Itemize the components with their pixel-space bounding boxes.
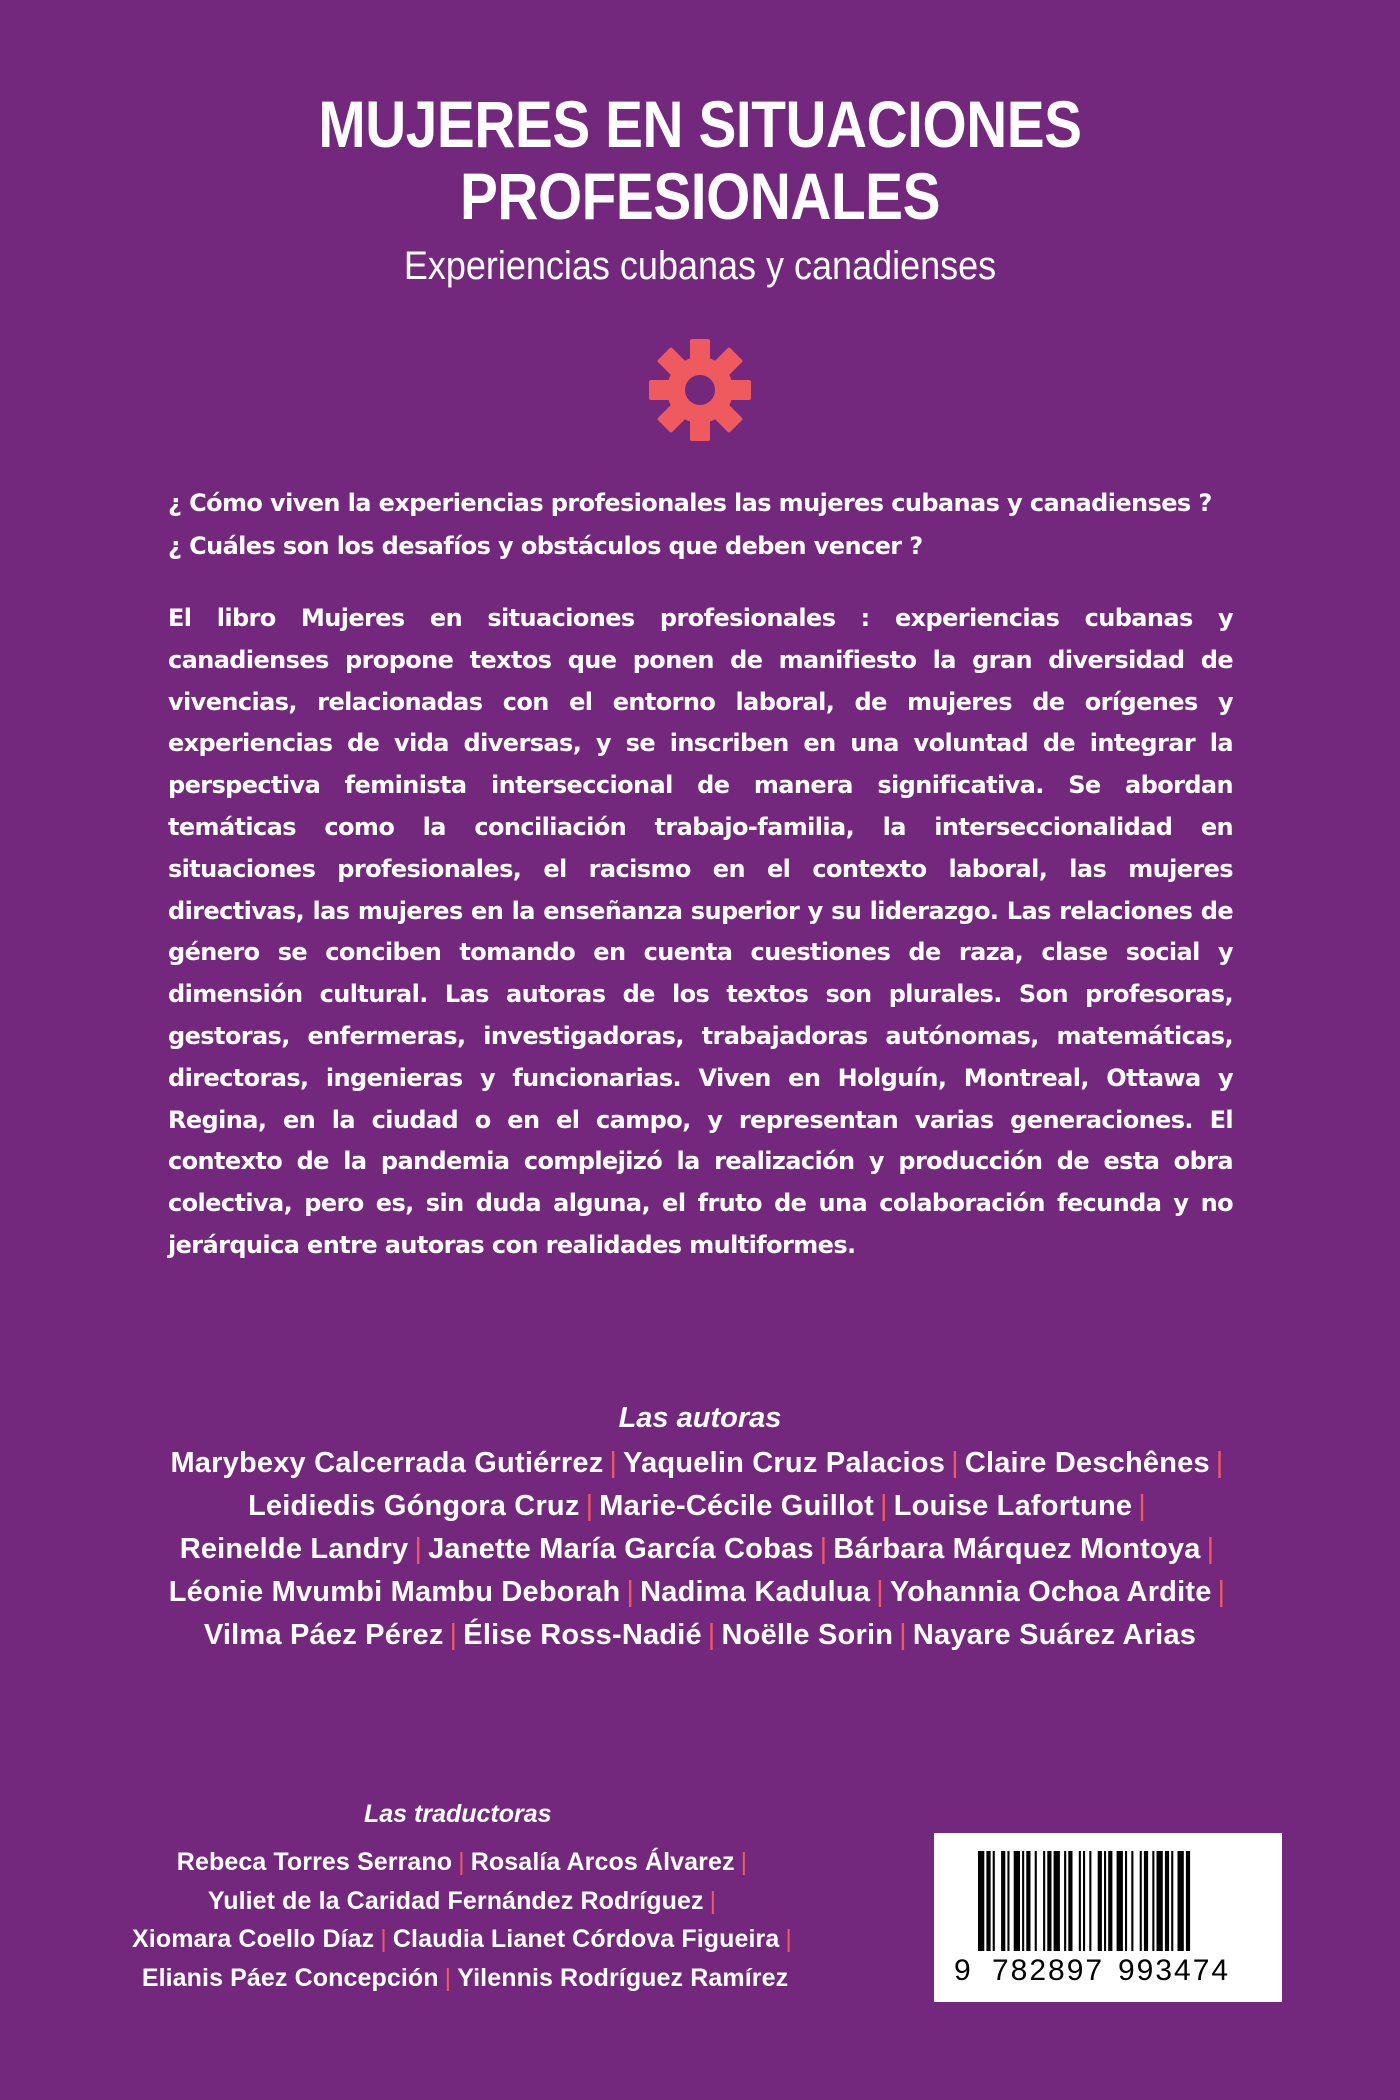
author-line: [140, 1485, 1260, 1528]
separator-bar: |: [740, 1848, 748, 1876]
barcode-bar: [993, 1851, 995, 1951]
author-name: Vilma Páez Pérez: [203, 1619, 444, 1651]
separator-bar: |: [709, 1886, 717, 1915]
barcode-bar: [1022, 1851, 1024, 1951]
translator-name: Claudia Lianet Córdova Figueira: [392, 1925, 780, 1954]
isbn-barcode: [934, 1833, 1282, 2002]
barcode-bar: [1140, 1851, 1142, 1951]
translator-name: Rebeca Torres Serrano: [176, 1848, 453, 1876]
authors-heading: Las autoras: [618, 1402, 782, 1434]
separator-bar: |: [876, 1576, 884, 1608]
separator-bar: |: [707, 1619, 716, 1651]
question-2: ¿ Cuáles son los desafíos y obstáculos que deben vencer ?: [168, 532, 923, 560]
isbn-first-digit: 9: [954, 1954, 971, 1987]
author-name: Marie-Cécile Guillot: [599, 1490, 875, 1522]
author-name: Bárbara Márquez Montoya: [833, 1533, 1201, 1565]
separator-bar: |: [380, 1925, 387, 1954]
gear-icon: [648, 338, 752, 442]
author-name: Claire Deschênes: [964, 1447, 1210, 1479]
question-1: ¿ Cómo viven la experiencias profesionales las mujeres cubanas y canadienses ?: [168, 489, 1212, 517]
translators-heading: Las traductoras: [364, 1800, 552, 1828]
barcode-bar: [1014, 1851, 1020, 1951]
barcode-bar: [1104, 1851, 1106, 1951]
barcode-bar: [1186, 1851, 1190, 1951]
title-line-2: PROFESIONALES: [459, 159, 941, 233]
author-name: Élise Ross-Nadié: [463, 1619, 702, 1651]
translator-name: Rosalía Arcos Álvarez: [470, 1848, 735, 1876]
barcode-bar: [1108, 1851, 1112, 1951]
author-name: Noëlle Sorin: [721, 1619, 894, 1651]
barcode-bar: [1131, 1851, 1133, 1951]
isbn-group-1: 782897: [992, 1954, 1105, 1987]
separator-bar: |: [1206, 1533, 1215, 1565]
translator-name: Yilennis Rodríguez Ramírez: [457, 1963, 789, 1992]
barcode-bar: [1178, 1851, 1184, 1951]
separator-bar: |: [951, 1447, 959, 1479]
separator-bar: |: [609, 1447, 618, 1479]
author-line: [140, 1528, 1260, 1571]
separator-bar: |: [1138, 1490, 1146, 1522]
barcode-bar: [1165, 1851, 1169, 1951]
isbn-group-2: 993474: [1118, 1954, 1231, 1987]
barcode-bar: [1083, 1851, 1085, 1951]
translator-line: [100, 1843, 830, 1882]
barcode-bar: [1157, 1851, 1163, 1951]
authors-list: [140, 1442, 1260, 1657]
author-name: Nadima Kadulua: [640, 1576, 871, 1608]
author-name: Janette María García Cobas: [428, 1533, 814, 1565]
barcode-bar: [1064, 1851, 1066, 1951]
separator-bar: |: [449, 1619, 458, 1651]
author-name: Reinelde Landry: [179, 1533, 409, 1565]
separator-bar: |: [1217, 1576, 1226, 1608]
translator-name: Elianis Páez Concepción: [141, 1963, 439, 1992]
barcode-bar: [1047, 1851, 1051, 1951]
translator-line: [100, 1882, 830, 1921]
intro-questions: [168, 482, 1233, 568]
separator-bar: |: [819, 1533, 828, 1565]
barcode-bar: [1068, 1851, 1072, 1951]
barcode-bar: [1089, 1851, 1091, 1951]
barcode-bar: [1117, 1851, 1123, 1951]
separator-bar: |: [785, 1925, 792, 1954]
separator-bar: |: [899, 1619, 907, 1651]
barcode-bars: [978, 1851, 1238, 1951]
barcode-bar: [1144, 1851, 1148, 1951]
barcode-bar: [1054, 1851, 1060, 1951]
barcode-bar: [1125, 1851, 1127, 1951]
translator-name: Xiomara Coello Díaz: [132, 1925, 375, 1954]
book-description: El libro Mujeres en situaciones profesionales : experiencias cubanas y canadienses propone textos que ponen de manifiesto la gran diversidad de vivencias, relacionadas con el entorno laboral, de mujeres de orígenes y experiencias de vida diversas, y se inscriben en una voluntad de integrar la perspectiva feminista interseccional de manera significativa. Se abordan temáticas como la conciliación trabajo-familia, la interseccionalidad en situaciones profesionales, el racismo en el contexto laboral, las mujeres directivas, las mujeres en la enseñanza superior y su liderazgo. Las relaciones de género se conciben tomando en cuenta cuestiones de raza, clase social y dimensión cultural. Las autoras de los textos son plurales. Son profesoras, gestoras, enfermeras, investigadoras, trabajadoras autónomas, matemáticas, directoras, ingenieras y funcionarias. Viven en Holguín, Montreal, Ottawa y Regina, en la ciudad o en el campo, y representan varias generaciones. El contexto de la pandemia complejizó la realización y producción de esta obra colectiva, pero es, sin duda alguna, el fruto de una colaboración fecunda y no jerárquica entre autoras con realidades multiformes.: [168, 604, 1233, 1259]
author-line: [140, 1442, 1260, 1485]
book-subtitle: Experiencias cubanas y canadienses: [403, 244, 997, 288]
barcode-bar: [1043, 1851, 1045, 1951]
separator-bar: |: [880, 1490, 888, 1522]
separator-bar: |: [585, 1490, 594, 1522]
translators-list: [100, 1843, 830, 1997]
barcode-bar: [1035, 1851, 1037, 1951]
title-line-1: MUJERES EN SITUACIONES: [318, 87, 1082, 161]
translator-line: [100, 1920, 830, 1959]
translator-name: Yuliet de la Caridad Fernández Rodríguez: [207, 1886, 704, 1915]
separator-bar: |: [458, 1848, 465, 1876]
separator-bar: |: [626, 1576, 635, 1608]
barcode-bar: [1171, 1851, 1173, 1951]
author-line: [140, 1571, 1260, 1614]
barcode-bar: [986, 1851, 990, 1951]
separator-bar: |: [444, 1963, 452, 1992]
author-name: Leidiedis Góngora Cruz: [248, 1490, 580, 1522]
barcode-bar: [1026, 1851, 1030, 1951]
separator-bar: |: [1215, 1447, 1224, 1479]
book-title: [98, 88, 1302, 232]
author-name: Yaquelin Cruz Palacios: [623, 1447, 946, 1479]
author-line: [140, 1614, 1260, 1657]
author-name: Nayare Suárez Arias: [912, 1619, 1197, 1651]
barcode-bar: [1007, 1851, 1009, 1951]
barcode-bar: [1098, 1851, 1102, 1951]
author-name: Marybexy Calcerrada Gutiérrez: [170, 1447, 604, 1479]
barcode-bar: [1152, 1851, 1154, 1951]
barcode-bar: [978, 1851, 984, 1951]
separator-bar: |: [414, 1533, 423, 1565]
barcode-bar: [1001, 1851, 1005, 1951]
author-name: Yohannia Ochoa Ardite: [889, 1576, 1212, 1608]
author-name: Louise Lafortune: [893, 1490, 1133, 1522]
translator-line: [100, 1959, 830, 1998]
author-name: Léonie Mvumbi Mambu Deborah: [168, 1576, 621, 1608]
barcode-bar: [1079, 1851, 1081, 1951]
